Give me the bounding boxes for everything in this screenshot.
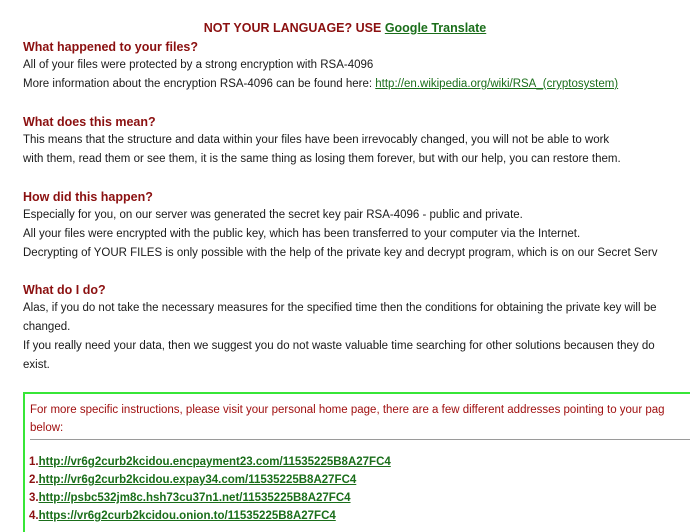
instructions-box	[23, 392, 690, 532]
paragraph-text: More information about the encryption RSA-4096 can be found here:	[23, 78, 373, 90]
paragraph-line: exist.	[23, 359, 50, 371]
paragraph-line: with them, read them or see them, it is the same thing as losing them forever, but with our help, you can restore them.	[23, 153, 621, 165]
paragraph-line: All your files were encrypted with the public key, which has been transferred to your computer via the Internet.	[23, 228, 581, 240]
link-number: 4.	[29, 510, 39, 522]
payment-link-item	[29, 507, 391, 525]
section-heading: What happened to your files?	[23, 40, 199, 54]
payment-link[interactable]: https://vr6g2curb2kcidou.onion.to/11535225B8A27FC4	[38, 510, 336, 522]
payment-links-list	[29, 453, 391, 525]
section-heading: What do I do?	[23, 283, 106, 297]
section-what-does-this-mean	[23, 113, 690, 169]
payment-link-item	[29, 489, 391, 507]
wikipedia-rsa-link[interactable]: http://en.wikipedia.org/wiki/RSA_(cryptosystem)	[375, 78, 619, 90]
paragraph-line: If you really need your data, then we suggest you do not waste valuable time searching for other solutions becausen they do	[23, 340, 655, 352]
section-heading: How did this happen?	[23, 190, 153, 204]
paragraph-line: Decrypting of YOUR FILES is only possible with the help of the private key and decrypt program, which is on our Secret Serv	[23, 247, 658, 259]
instructions-line: below:	[30, 422, 64, 434]
paragraph-line: changed.	[23, 321, 71, 333]
link-number: 1.	[29, 456, 39, 468]
payment-link[interactable]: http://vr6g2curb2kcidou.expay34.com/11535225B8A27FC4	[38, 474, 357, 486]
paragraph-line: Alas, if you do not take the necessary measures for the specified time then the conditions for obtaining the private key will be	[23, 302, 657, 314]
section-how-did-this-happen	[23, 188, 690, 263]
payment-link[interactable]: http://vr6g2curb2kcidou.encpayment23.com/11535225B8A27FC4	[38, 456, 391, 468]
payment-link-item	[29, 453, 391, 471]
link-number: 3.	[29, 492, 39, 504]
section-heading: What does this mean?	[23, 115, 156, 129]
instructions-text	[30, 401, 665, 437]
section-what-do-i-do	[23, 281, 690, 375]
language-notice-text: NOT YOUR LANGUAGE? USE	[203, 21, 382, 35]
payment-link-item	[29, 471, 391, 489]
paragraph-line: Especially for you, on our server was generated the secret key pair RSA-4096 - public and private.	[23, 209, 523, 221]
link-number: 2.	[29, 474, 39, 486]
payment-link[interactable]: http://psbc532jm8c.hsh73cu37n1.net/11535225B8A27FC4	[38, 492, 351, 504]
paragraph-line: This means that the structure and data within your files have been irrevocably changed, you will not be able to work	[23, 134, 610, 146]
paragraph-line: All of your files were protected by a strong encryption with RSA-4096	[23, 59, 374, 71]
paragraph-line	[23, 75, 690, 94]
divider	[30, 439, 690, 440]
language-notice	[0, 21, 690, 35]
instructions-line: For more specific instructions, please visit your personal home page, there are a few different addresses pointing to your pag	[30, 404, 665, 416]
google-translate-link[interactable]: Google Translate	[384, 21, 487, 35]
section-what-happened	[23, 38, 690, 94]
